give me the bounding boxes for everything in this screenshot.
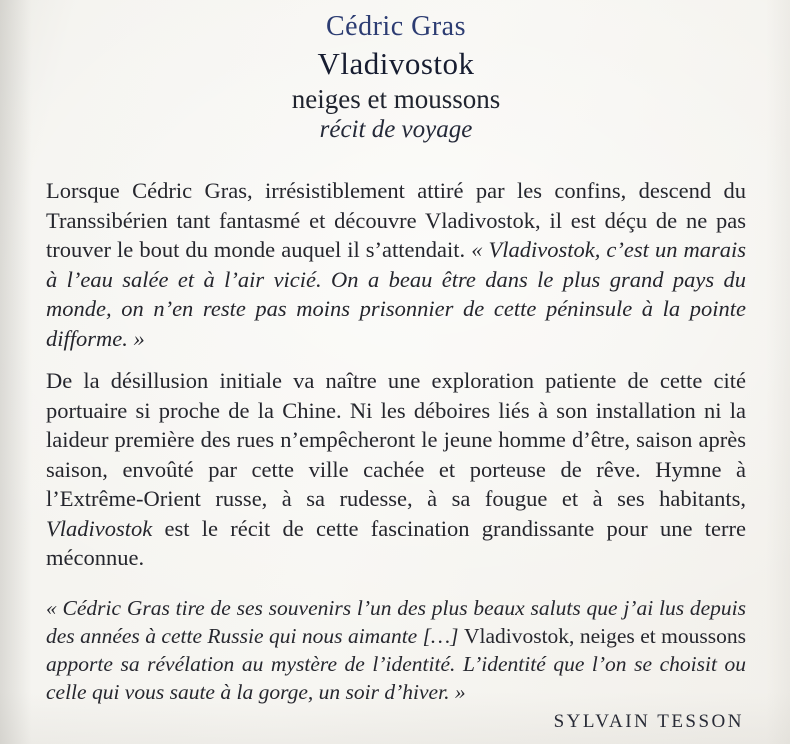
press-quote-book-title-segment: Vladivostok, neiges et moussons bbox=[463, 623, 747, 648]
header-block bbox=[46, 9, 746, 145]
author-name: Cédric Gras bbox=[325, 11, 466, 42]
press-quote-italic-segment-2: apporte sa révélation au mystère de l’identité. L’identité que l’on se choisit ou celle qui vous saute à la gorge, un soir d’hiver. » bbox=[46, 651, 746, 704]
synopsis-paragraph-2 bbox=[46, 366, 746, 573]
book-title: Vladivostok bbox=[317, 46, 475, 81]
press-quote-attribution: SYLVAIN TESSON bbox=[553, 710, 744, 732]
synopsis-block bbox=[46, 176, 746, 573]
book-subtitle: neiges et moussons bbox=[291, 84, 501, 114]
synopsis-2-roman-segment-2: est le récit de cette fascination grandissante pour une terre méconnue. bbox=[46, 515, 746, 570]
press-quote-italic-segment: « Cédric Gras tire de ses souvenirs l’un des plus beaux saluts que j’ai lus depuis des années à cette Russie qui nous aimante […] bbox=[46, 595, 746, 648]
synopsis-1-roman-segment: Lorsque Cédric Gras, irrésistiblement attiré par les confins, descend du Transsibérien tant fantasmé et découvre Vladivostok, il est déçu de ne pas trouver le bout du monde auquel il s’attendait. bbox=[46, 178, 746, 262]
press-quote-paragraph bbox=[46, 594, 746, 706]
synopsis-2-roman-segment: De la désillusion initiale va naître une exploration patiente de cette cité portuaire si proche de la Chine. Ni les déboires liés à son installation ni la laideur première des rues n’empêcheront le jeune homme d’être, saison après saison, envoûté par cette ville cachée et porteuse de rêve. Hymne à l’Extrême-Orient russe, à sa rudesse, à sa fougue et à ses habitants, bbox=[46, 368, 746, 511]
synopsis-2-book-title-segment: Vladivostok bbox=[46, 515, 153, 541]
synopsis-paragraph-1 bbox=[46, 176, 746, 353]
synopsis-1-quote-segment: « Vladivostok, c’est un marais à l’eau salée et à l’air vicié. On a beau être dans le plus grand pays du monde, on n’en reste pas moins prisonnier de cette péninsule à la pointe difforme. » bbox=[46, 237, 747, 351]
book-genre: récit de voyage bbox=[319, 116, 473, 143]
